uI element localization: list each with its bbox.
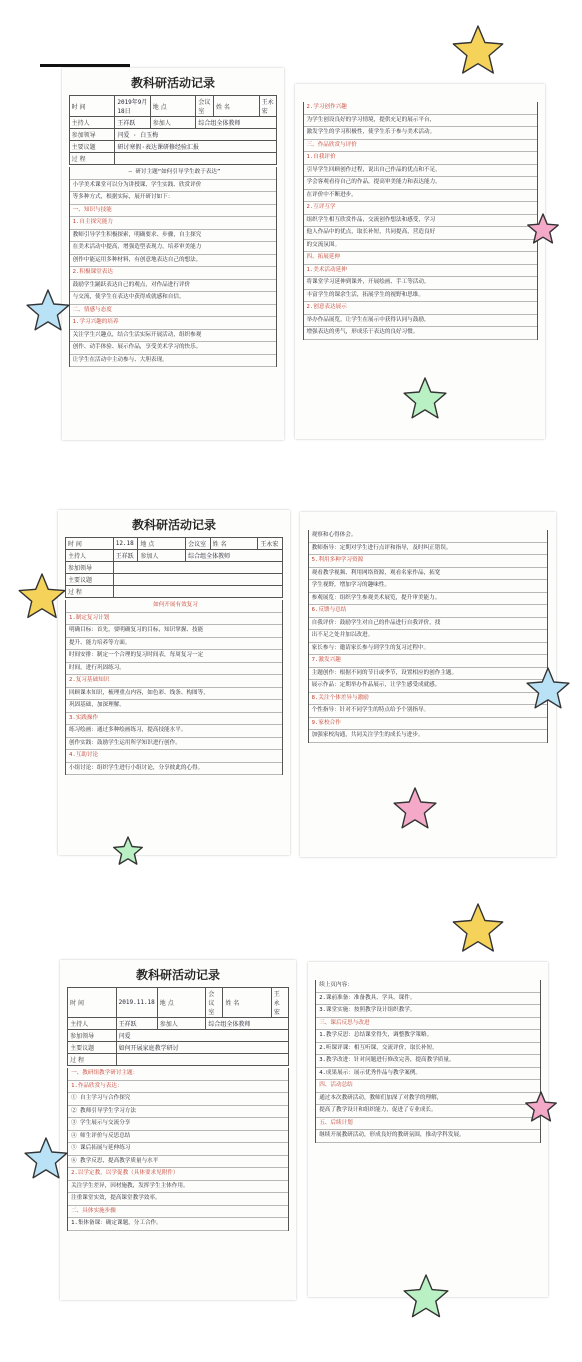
header-row	[68, 1030, 289, 1042]
handwritten-line: 时间安排：制定一个合理的复习时间表，每周复习一定	[66, 650, 282, 663]
field-value: 2019年9月18日	[115, 96, 150, 117]
field-label: 地 点	[150, 96, 196, 117]
handwritten-line: 3.实践操作	[66, 713, 282, 726]
handwritten-line: 教师指导：定期对学生进行点评和指导，及时纠正错误。	[309, 543, 548, 556]
handwritten-body	[303, 102, 538, 340]
handwritten-line: 1.作品欣赏与表达：	[68, 1081, 288, 1094]
handwritten-line: 二、情感与态度	[70, 305, 277, 318]
handwritten-line: 引导学生回顾创作过程，说出自己作品的优点和不足，	[304, 165, 537, 178]
handwritten-line: 观看教学视频、利用网络资源，观看名家作品，拓宽	[309, 568, 548, 581]
handwritten-line: 1.制定复习计划	[66, 613, 282, 626]
header-row	[69, 96, 277, 117]
handwritten-line: 1.自我评价	[304, 152, 537, 165]
handwritten-line: 将课堂学习延伸到课外，开展绘画、手工等活动，	[304, 277, 537, 290]
field-label: 时 间	[68, 988, 117, 1018]
field-label: 姓 名	[210, 538, 258, 550]
scan-edge-line	[40, 64, 130, 67]
field-value: 2019.11.18	[116, 988, 157, 1018]
field-value: 研讨寒假·表达课研修经验汇报	[115, 141, 277, 153]
handwritten-line: 4.互助讨论	[66, 750, 282, 763]
field-label: 参加领导	[68, 1030, 117, 1042]
handwritten-line: 1.集体备课：确定课题，分工合作。	[68, 1218, 288, 1231]
header-row	[65, 538, 282, 550]
header-row	[68, 988, 289, 1018]
header-row	[68, 1054, 289, 1066]
handwritten-line: 举办作品展览，让学生在展示中获得认同与鼓励，	[304, 315, 537, 328]
handwritten-line: 丰富学生的课余生活，拓展学生的视野和思维。	[304, 290, 537, 303]
handwritten-line: 6.反馈与总结	[309, 605, 548, 618]
handwritten-line: 通过本次教研活动，教师们加深了对教学的理解，	[316, 1093, 540, 1106]
handwritten-body	[315, 980, 541, 1143]
handwritten-line: 主题创作：根据不同的节日或季节，设置相应的创作主题。	[309, 668, 548, 681]
handwritten-line: 提高了教学设计和组织能力，促进了专业成长。	[316, 1105, 540, 1118]
handwritten-line: 4.成果展示：展示优秀作品与教学案例。	[316, 1068, 540, 1081]
handwritten-line: 五、后续计划	[316, 1118, 540, 1131]
handwritten-line: 1.自主探究能力	[70, 217, 277, 230]
handwritten-line: 二、具体实施步骤	[68, 1206, 288, 1219]
field-label: 过 程	[68, 1054, 117, 1066]
handwritten-line: 参观展览：组织学生参观美术展览，提升审美能力。	[309, 593, 548, 606]
field-label: 主持人	[69, 117, 115, 129]
star-icon	[453, 904, 502, 951]
field-label: 姓 名	[214, 96, 260, 117]
handwritten-line: 等多种方式，根据实际，展开研讨如下：	[70, 192, 277, 205]
field-label: 时 间	[65, 538, 113, 550]
handwritten-line: 小学美术课堂可以分为讲授课、学生实践、欣赏评价	[70, 180, 277, 193]
handwritten-line: 与交流，使学生在表达中获得成就感和自信。	[70, 292, 277, 305]
record-page-5	[60, 960, 296, 1300]
handwritten-line: 继续开展教研活动，形成良好的教研氛围，推动学科发展。	[316, 1130, 540, 1143]
handwritten-line: 时间，进行巩固练习。	[66, 663, 282, 676]
handwritten-line: — 研讨主题“如何引导学生敢于表达”	[70, 167, 277, 180]
field-value: 会议室	[186, 538, 211, 550]
field-label: 参加领导	[69, 129, 115, 141]
handwritten-line: 注重课堂实效，提高课堂教学效率。	[68, 1193, 288, 1206]
field-label: 参加人	[150, 117, 196, 129]
handwritten-line: 增强表达的勇气，形成乐于表达的良好习惯。	[304, 327, 537, 340]
header-row	[68, 1042, 289, 1054]
handwritten-line: 2.听课评课：相互听课，交流评价，取长补短。	[316, 1043, 540, 1056]
handwritten-line: 加强家校沟通，共同关注学生的成长与进步。	[309, 730, 548, 743]
header-row	[69, 117, 277, 129]
field-label: 主持人	[68, 1018, 117, 1030]
handwritten-line: 观察和心得体会。	[309, 530, 548, 543]
handwritten-line: 学生视野，增加学习的趣味性。	[309, 580, 548, 593]
handwritten-line: 1.教学反思：总结课堂得失，调整教学策略。	[316, 1030, 540, 1043]
record-page-2	[295, 84, 545, 439]
field-value: 王永宏	[259, 96, 277, 117]
handwritten-line: 在评价中不断进步。	[304, 190, 537, 203]
record-header-table	[69, 95, 278, 165]
handwritten-line: 关注学生兴趣点，结合生活实际开展活动，组织参观	[70, 330, 277, 343]
handwritten-line: 明确目标：首先，要明确复习的目标，知识掌握、技能	[66, 625, 282, 638]
header-row	[69, 141, 277, 153]
handwritten-line: 为学生创设良好的学习情境，提供充足的展示平台，	[304, 115, 537, 128]
handwritten-line: ② 教师引导学生学习方法	[68, 1106, 288, 1119]
handwritten-line: 出不足之处并加以改进。	[309, 630, 548, 643]
field-label: 参加领导	[65, 562, 113, 574]
field-value: 综合组全体教师	[196, 117, 277, 129]
field-label: 主要议题	[65, 574, 113, 586]
field-value: 闫爱 · 白玉梅	[115, 129, 277, 141]
field-value	[116, 1054, 288, 1066]
handwritten-body	[67, 1068, 289, 1231]
handwritten-line: 一、知识与技能	[70, 205, 277, 218]
handwritten-line: 一、教研组教学研讨主题：	[68, 1068, 288, 1081]
handwritten-line: 续上页内容：	[316, 980, 540, 993]
field-label: 姓 名	[223, 988, 272, 1018]
handwritten-line: 8.关注个体差异与激励	[309, 693, 548, 706]
field-label: 主要议题	[69, 141, 115, 153]
handwritten-line: 三、课后反思与改进	[316, 1018, 540, 1031]
handwritten-line: 巩固基础，加深理解。	[66, 700, 282, 713]
field-value	[113, 586, 282, 598]
field-value: 王永宏	[271, 988, 288, 1018]
field-value: 如何开展家庭教学研讨	[116, 1042, 288, 1054]
handwritten-line: ⑤ 课后拓展与延伸练习	[68, 1143, 288, 1156]
field-value: 综合组全体教师	[206, 1018, 289, 1030]
header-row	[65, 574, 282, 586]
handwritten-line: 提升、能力培养等方面。	[66, 638, 282, 651]
handwritten-line: ① 自主学习与合作探究	[68, 1093, 288, 1106]
handwritten-line: 三、作品欣赏与评价	[304, 140, 537, 153]
handwritten-line: 鼓励学生踊跃表达自己的观点，对作品进行评价	[70, 280, 277, 293]
field-value: 王祥跃	[116, 1018, 157, 1030]
handwritten-line: 组织学生相互欣赏作品，交流创作想法和感受，学习	[304, 215, 537, 228]
field-value	[115, 153, 277, 165]
field-value	[113, 574, 282, 586]
record-page-4	[300, 512, 556, 857]
handwritten-line: 小组讨论：组织学生进行小组讨论，分享彼此的心得。	[66, 763, 282, 776]
record-page-3	[58, 510, 290, 855]
field-value: 王永宏	[258, 538, 283, 550]
handwritten-line: 2.积极课堂表达	[70, 267, 277, 280]
handwritten-line: 四、活动总结	[316, 1080, 540, 1093]
field-value: 闫爱	[116, 1030, 288, 1042]
handwritten-line: 展示作品：定期举办作品展示，让学生感受成就感。	[309, 680, 548, 693]
field-value: 12.18	[113, 538, 138, 550]
handwritten-line: 创作、动手体验、展示作品，享受美术学习的快乐。	[70, 342, 277, 355]
handwritten-line: 2.课前准备：准备教具、学具、课件。	[316, 993, 540, 1006]
handwritten-line: 激发学生的学习积极性，使学生乐于参与美术活动。	[304, 127, 537, 140]
field-value: 综合组全体教师	[186, 550, 283, 562]
record-header-table	[67, 987, 289, 1066]
handwritten-line: ③ 学生展示与交流分享	[68, 1118, 288, 1131]
handwritten-line: 1.美术活动延伸	[304, 265, 537, 278]
handwritten-line: 练习绘画：通过多种绘画练习，提高技能水平。	[66, 725, 282, 738]
handwritten-line: 自我评价：鼓励学生对自己的作品进行自我评价，找	[309, 618, 548, 631]
handwritten-line: 让学生在活动中主动参与、大胆表现。	[70, 355, 277, 368]
handwritten-line: 2.创意表达展示	[304, 302, 537, 315]
record-header-table	[65, 537, 283, 598]
record-title: 教科研活动记录	[130, 76, 215, 90]
field-label: 时 间	[69, 96, 115, 117]
field-label: 参加人	[157, 1018, 206, 1030]
header-row	[65, 550, 282, 562]
handwritten-line: 5.利用多种学习资源	[309, 555, 548, 568]
field-label: 地 点	[157, 988, 206, 1018]
handwritten-line: 2.互评互学	[304, 202, 537, 215]
handwritten-body	[65, 600, 283, 775]
handwritten-line: 9.家校合作	[309, 718, 548, 731]
handwritten-line: 学会客观看待自己的作品，提高审美能力和表达能力，	[304, 177, 537, 190]
handwritten-line: 他人作品中的优点，取长补短，共同提高，营造良好	[304, 227, 537, 240]
record-page-1	[62, 68, 284, 440]
handwritten-line: ⑥ 教学反思，提高教学质量与水平	[68, 1156, 288, 1169]
record-title: 教科研活动记录	[131, 518, 216, 532]
field-label: 过 程	[69, 153, 115, 165]
field-value: 王祥跃	[115, 117, 150, 129]
handwritten-line: 创作中能运用多种材料，有创意地表达自己的想法。	[70, 255, 277, 268]
handwritten-line: 的交流氛围。	[304, 240, 537, 253]
handwritten-line: 如何开展有效复习	[66, 600, 282, 613]
handwritten-line: 1.学习兴趣的培养	[70, 317, 277, 330]
header-row	[69, 129, 277, 141]
record-page-6	[308, 962, 548, 1297]
handwritten-line: 3.教学改进：针对问题进行修改完善，提高教学质量。	[316, 1055, 540, 1068]
handwritten-line: 创作实践：鼓励学生运用所学知识进行创作。	[66, 738, 282, 751]
handwritten-line: 在美术活动中提高，增强造型表现力，培养审美能力	[70, 242, 277, 255]
field-label: 过 程	[65, 586, 113, 598]
field-value: 王祥跃	[113, 550, 138, 562]
handwritten-line: 2.以学定教，以学促教（具体要求见附件）	[68, 1168, 288, 1181]
field-value: 会议室	[196, 96, 214, 117]
record-title: 教科研活动记录	[135, 968, 220, 982]
field-label: 主要议题	[68, 1042, 117, 1054]
field-label: 主持人	[65, 550, 113, 562]
field-value	[113, 562, 282, 574]
handwritten-line: 家长参与：邀请家长参与到学生的复习过程中。	[309, 643, 548, 656]
header-row	[65, 562, 282, 574]
header-row	[69, 153, 277, 165]
field-value: 会议室	[206, 988, 223, 1018]
handwritten-line: ④ 师生评价与反思总结	[68, 1131, 288, 1144]
handwritten-line: 四、拓展延伸	[304, 252, 537, 265]
handwritten-line: 个性指导：针对不同学生的特点给予个别指导。	[309, 705, 548, 718]
handwritten-body	[69, 167, 278, 367]
field-label: 参加人	[138, 550, 186, 562]
handwritten-line: 2.复习基础知识	[66, 675, 282, 688]
handwritten-line: 教师引导学生积极探索，明确要求、步骤，自主探究	[70, 230, 277, 243]
header-row	[65, 586, 282, 598]
handwritten-body	[308, 530, 549, 743]
handwritten-line: 3.课堂实施：按照教学设计组织教学。	[316, 1005, 540, 1018]
star-icon	[453, 26, 502, 73]
handwritten-line: 7.激发兴趣	[309, 655, 548, 668]
handwritten-line: 关注学生差异，因材施教，发挥学生主体作用。	[68, 1181, 288, 1194]
handwritten-line: 2.学习创作兴趣	[304, 102, 537, 115]
header-row	[68, 1018, 289, 1030]
field-label: 地 点	[138, 538, 186, 550]
handwritten-line: 回顾课本知识，梳理重点内容，如色彩、线条、构图等，	[66, 688, 282, 701]
